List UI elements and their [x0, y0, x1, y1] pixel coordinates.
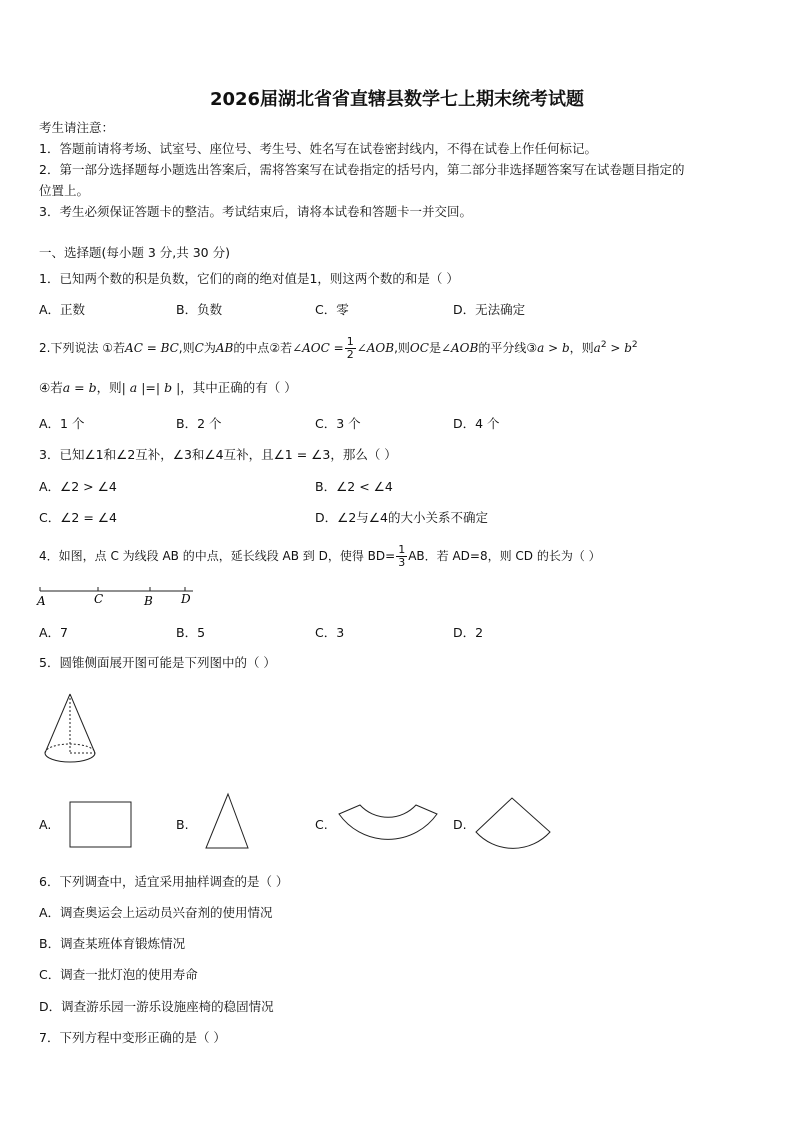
question-4-stem [39, 544, 601, 569]
q4-text: AB．若 AD=8，则 CD 的长为（ ） [408, 549, 601, 563]
q2-math: | a |=| b | [121, 380, 181, 395]
notice-item: 位置上。 [39, 183, 90, 198]
q2-math: OC [409, 341, 429, 355]
q5-option-c-label: C. [315, 817, 328, 832]
q4-option-c: C．3 [315, 625, 345, 640]
question-3-stem: 3．已知∠1和∠2互补，∠3和∠4互补，且∠1 = ∠3，那么（ ） [39, 447, 397, 462]
q2-math: AB [215, 341, 234, 355]
q2-math: > b [606, 341, 632, 355]
q2-option-a: A．1 个 [39, 416, 85, 431]
q6-option-b: B．调查某班体育锻炼情况 [39, 936, 186, 951]
q2-text: ，其中正确的有（ ） [180, 380, 297, 395]
cone-figure [40, 690, 102, 772]
q2-text: 的中点②若 [233, 341, 293, 355]
q5-option-b-label: B. [176, 817, 189, 832]
q5-option-d-label: D. [453, 817, 467, 832]
triangle-figure [202, 792, 252, 852]
q4-option-b: B．5 [176, 625, 206, 640]
q2-superscript: 2 [631, 340, 638, 350]
question-5-stem: 5．圆锥侧面展开图可能是下列图中的（ ） [39, 655, 276, 670]
q2-text: 的平分线③ [478, 341, 538, 355]
q2-text: ，则 [96, 380, 122, 395]
ring-sector-figure [336, 800, 440, 850]
q4-fraction: $\frac{1}{3}$ [398, 543, 406, 569]
q2-text: 为 [203, 341, 216, 355]
q2-text: ,则 [178, 341, 195, 355]
point-label-c: C [94, 592, 104, 606]
segment-figure [35, 582, 205, 610]
question-1-stem: 1．已知两个数的积是负数，它们的商的绝对值是1，则这两个数的和是（ ） [39, 271, 459, 286]
q2-option-d: D．4 个 [453, 416, 500, 431]
notice-item: 1．答题前请将考场、试室号、座位号、考生号、姓名写在试卷密封线内，不得在试卷上作任何标记。 [39, 141, 597, 156]
q4-option-a: A．7 [39, 625, 69, 640]
q2-text: 2.下列说法 ①若 [39, 341, 126, 355]
q4-text: 4．如图，点 C 为线段 AB 的中点，延长线段 AB 到 D，使得 BD= [39, 549, 396, 563]
q2-text: ,则 [394, 341, 410, 355]
q2-math: a = b [62, 380, 97, 395]
notice-heading: 考生请注意： [39, 120, 115, 135]
q2-option-c: C．3 个 [315, 416, 361, 431]
q2-option-b: B．2 个 [176, 416, 222, 431]
q2-superscript: 2 [600, 340, 607, 350]
section-heading: 一、选择题(每小题 3 分,共 30 分) [39, 245, 230, 260]
q3-option-c: C．∠2 = ∠4 [39, 510, 117, 525]
q1-option-d: D．无法确定 [453, 302, 526, 317]
q2-math: ∠AOB [356, 341, 395, 355]
q2-math: AC = BC [125, 341, 179, 355]
question-2-line2 [39, 380, 297, 396]
q3-option-d: D．∠2与∠4的大小关系不确定 [315, 510, 488, 525]
q2-fraction: $\frac{1}{2}$ [346, 335, 354, 361]
question-6-stem: 6．下列调查中，适宜采用抽样调查的是（ ） [39, 874, 289, 889]
question-7-stem: 7．下列方程中变形正确的是（ ） [39, 1030, 226, 1045]
q1-option-a: A．正数 [39, 302, 86, 317]
question-2-stem [39, 336, 638, 361]
sector-figure [474, 794, 554, 852]
q3-option-b: B．∠2 < ∠4 [315, 479, 393, 494]
q3-option-a: A．∠2 > ∠4 [39, 479, 117, 494]
q1-option-b: B．负数 [176, 302, 223, 317]
q6-option-a: A．调查奥运会上运动员兴奋剂的使用情况 [39, 905, 273, 920]
q2-text: 是 [428, 341, 441, 355]
q5-option-a-label: A. [39, 817, 52, 832]
notice-item: 3．考生必须保证答题卡的整洁。考试结束后，请将本试卷和答题卡一并交回。 [39, 204, 472, 219]
rectangle-figure [68, 800, 134, 850]
point-label-a: A [37, 594, 46, 608]
q2-math: ∠AOC = [292, 341, 344, 355]
q2-math: a > b [537, 341, 570, 355]
q2-math: C [194, 341, 204, 355]
q2-text: ④若 [39, 380, 63, 395]
q6-option-c: C．调查一批灯泡的使用寿命 [39, 967, 198, 982]
q2-math: ∠AOB [440, 341, 479, 355]
page-title: 2026届湖北省省直辖县数学七上期末统考试题 [209, 89, 585, 110]
q4-option-d: D．2 [453, 625, 484, 640]
point-label-d: D [181, 592, 191, 606]
q2-text: ，则 [569, 341, 594, 355]
q2-math: a [593, 341, 601, 355]
q1-option-c: C．零 [315, 302, 349, 317]
q6-option-d: D．调查游乐园一游乐设施座椅的稳固情况 [39, 999, 274, 1014]
point-label-b: B [144, 594, 153, 608]
notice-item: 2．第一部分选择题每小题选出答案后，需将答案写在试卷指定的括号内，第二部分非选择题答案写在试卷题目指定的 [39, 162, 685, 177]
